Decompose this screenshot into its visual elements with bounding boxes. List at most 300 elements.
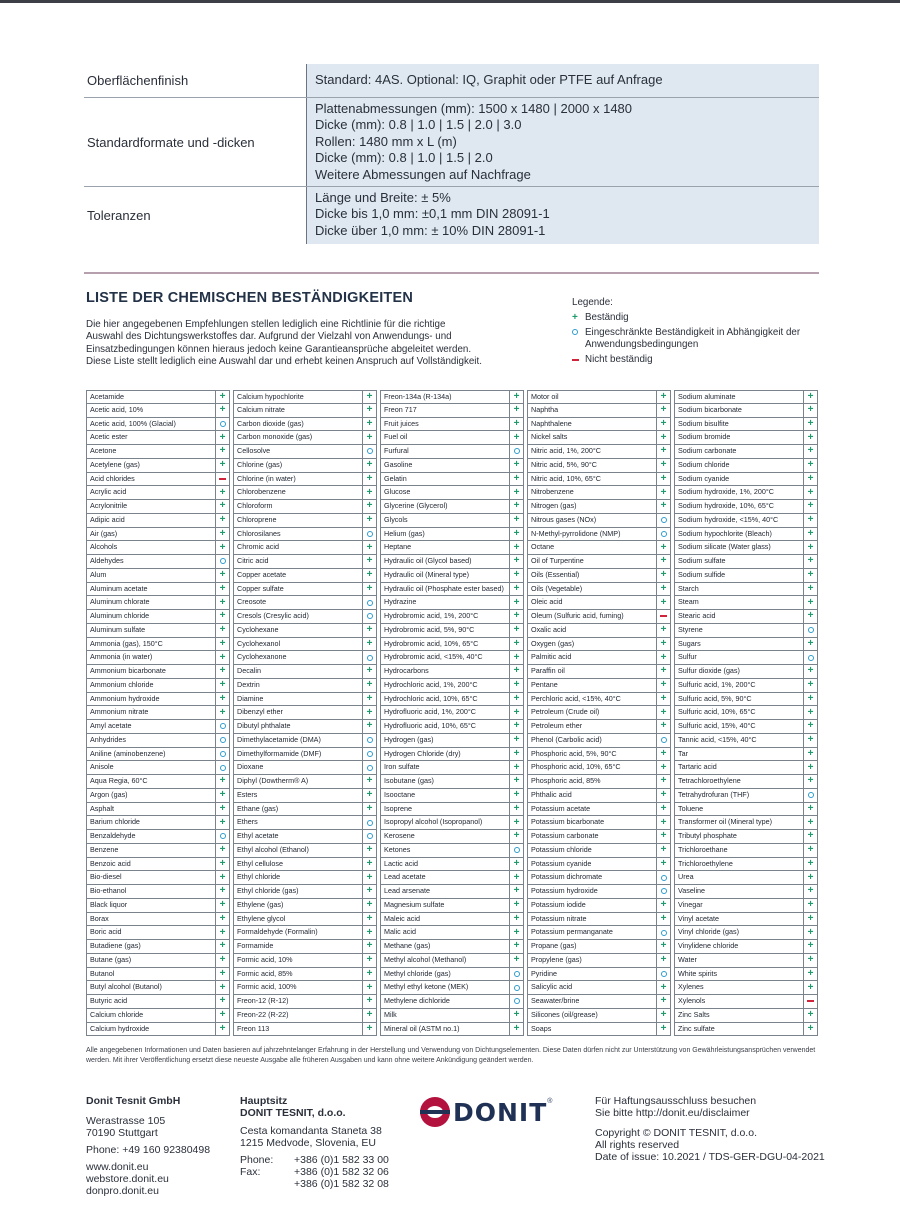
plus-icon: + — [366, 459, 373, 471]
chemical-row — [86, 968, 230, 982]
resistance-rating — [362, 665, 377, 678]
spec-row-surface-finish — [84, 64, 819, 98]
plus-icon: + — [807, 445, 814, 457]
resistance-rating — [362, 693, 377, 706]
chemical-row — [380, 500, 524, 514]
legal-line: Date of issue: 10.2021 / TDS-GER-DGU-04-2021 — [595, 1151, 825, 1163]
chemical-name: Ammonium hydroxide — [86, 693, 215, 706]
chemical-name: Nickel salts — [527, 431, 656, 444]
chemical-name: Ammonium nitrate — [86, 706, 215, 719]
chemical-name: Butadiene (gas) — [86, 940, 215, 953]
resistance-rating — [803, 651, 818, 664]
chemical-row — [527, 1023, 671, 1037]
chemical-row — [674, 638, 818, 652]
plus-icon: + — [366, 912, 373, 924]
resistance-rating — [362, 514, 377, 527]
chemical-row — [527, 596, 671, 610]
resistance-rating — [215, 431, 230, 444]
plus-icon: + — [660, 802, 667, 814]
chemical-row — [233, 473, 377, 487]
chemical-name: Dibenzyl ether — [233, 706, 362, 719]
resistance-rating — [656, 473, 671, 486]
resistance-rating — [803, 391, 818, 403]
plus-icon: + — [219, 816, 226, 828]
chemical-name: Potassium cyanide — [527, 858, 656, 871]
chemical-row — [86, 555, 230, 569]
chemical-row — [380, 789, 524, 803]
chemical-name: Isobutane (gas) — [380, 775, 509, 788]
chemical-name: Phosphoric acid, 10%, 65°C — [527, 761, 656, 774]
intro-line: Auswahl des Dichtungswerkstoffes dar. Aufgrund der Vielzahl von Anwendungs- und — [86, 331, 452, 343]
circle-icon — [661, 737, 667, 743]
chemical-row — [380, 940, 524, 954]
plus-icon: + — [807, 844, 814, 856]
chemical-name: Nitric acid, 1%, 200°C — [527, 445, 656, 458]
plus-icon: + — [660, 1022, 667, 1034]
chemical-name: Potassium acetate — [527, 803, 656, 816]
webstore-link[interactable]: webstore.donit.eu — [86, 1173, 169, 1185]
plus-icon: + — [366, 569, 373, 581]
chemical-row — [233, 569, 377, 583]
resistance-rating — [362, 541, 377, 554]
chemical-name: Petroleum ether — [527, 720, 656, 733]
chemical-name: Hydraulic oil (Phosphate ester based) — [380, 583, 509, 596]
disclaimer: Alle angegebenen Informationen und Daten basieren auf jahrzehntelanger Erfahrung in der Herstellung und Verwendung von Dichtungselementen. Diese Daten dürfen nicht zur Unterstützung von Gewährleistungsansprüchen verwendet werden. Mit ihrer Veröffentlichung ersetzt diese neueste Ausgabe alle früheren Ausgaben und kann ohne weitere Ankündigung geändert werden. — [86, 1047, 816, 1064]
chemical-name: Aldehydes — [86, 555, 215, 568]
chemical-name: Hydrobromic acid, <15%, 40°C — [380, 651, 509, 664]
resistance-rating — [509, 1023, 524, 1036]
resistance-rating — [509, 665, 524, 678]
circle-icon — [367, 531, 373, 537]
chemical-row — [233, 830, 377, 844]
resistance-rating — [803, 404, 818, 417]
section-divider — [84, 272, 819, 274]
plus-icon: + — [660, 651, 667, 663]
chemical-name: Glucose — [380, 486, 509, 499]
circle-icon — [367, 765, 373, 771]
website-link[interactable]: www.donit.eu — [86, 1161, 149, 1173]
chemical-name: Sodium bicarbonate — [674, 404, 803, 417]
resistance-rating — [803, 500, 818, 513]
chemical-row — [233, 486, 377, 500]
chemical-row — [527, 569, 671, 583]
legal-line[interactable]: Sie bitte http://donit.eu/disclaimer — [595, 1107, 750, 1119]
chemical-name: Benzene — [86, 844, 215, 857]
resistance-rating — [362, 720, 377, 733]
circle-icon — [220, 751, 226, 757]
plus-icon: + — [513, 885, 520, 897]
chemical-name: Carbon monoxide (gas) — [233, 431, 362, 444]
chemical-row — [674, 473, 818, 487]
resistance-rating — [362, 486, 377, 499]
circle-icon — [514, 985, 520, 991]
plus-icon: + — [807, 857, 814, 869]
plus-icon: + — [366, 981, 373, 993]
chemical-row — [86, 761, 230, 775]
plus-icon: + — [807, 1009, 814, 1021]
minus-icon — [572, 359, 579, 361]
chemical-row — [527, 679, 671, 693]
plus-icon: + — [660, 459, 667, 471]
plus-icon: + — [572, 312, 578, 324]
chemical-row — [233, 500, 377, 514]
resistance-rating — [656, 830, 671, 843]
plus-icon: + — [219, 706, 226, 718]
chemical-row — [674, 871, 818, 885]
chemical-row — [674, 940, 818, 954]
legend-text: Eingeschränkte Beständigkeit in Abhängigkeit der Anwendungsbedingungen — [585, 326, 801, 351]
plus-icon: + — [660, 844, 667, 856]
resistance-rating — [215, 665, 230, 678]
chemical-name: Isooctane — [380, 789, 509, 802]
plus-icon: + — [660, 486, 667, 498]
plus-icon: + — [513, 940, 520, 952]
chemical-row — [527, 528, 671, 542]
chemical-name: Potassium dichromate — [527, 871, 656, 884]
chemical-row — [86, 816, 230, 830]
chemical-name: Acrylonitrile — [86, 500, 215, 513]
resistance-rating — [362, 858, 377, 871]
resistance-rating — [803, 418, 818, 431]
circle-icon — [661, 531, 667, 537]
chemical-row — [86, 803, 230, 817]
resistance-rating — [509, 445, 524, 458]
chemical-row — [233, 541, 377, 555]
spec-line: Dicke (mm): 0.8 | 1.0 | 1.5 | 2.0 — [315, 150, 493, 166]
chemical-name: Calcium nitrate — [233, 404, 362, 417]
chemical-row — [86, 528, 230, 542]
plus-icon: + — [219, 981, 226, 993]
chemical-name: Salicylic acid — [527, 981, 656, 994]
plus-icon: + — [219, 954, 226, 966]
chemical-row — [527, 830, 671, 844]
chemical-name: Formic acid, 85% — [233, 968, 362, 981]
chemical-row — [86, 418, 230, 432]
resistance-rating — [656, 404, 671, 417]
chemical-row — [674, 995, 818, 1009]
plus-icon: + — [660, 679, 667, 691]
plus-icon: + — [366, 541, 373, 553]
hq-city: 1215 Medvode, Slovenia, EU — [240, 1137, 377, 1149]
spec-line: Dicke über 1,0 mm: ± 10% DIN 28091-1 — [315, 222, 546, 238]
chemical-row — [527, 734, 671, 748]
chemical-name: Benzoic acid — [86, 858, 215, 871]
chemical-name: Nitrogen (gas) — [527, 500, 656, 513]
plus-icon: + — [366, 899, 373, 911]
chemical-name: Formamide — [233, 940, 362, 953]
spec-line: Länge und Breite: ± 5% — [315, 190, 451, 205]
resistance-rating — [656, 486, 671, 499]
resistance-rating — [509, 500, 524, 513]
minus-icon — [660, 615, 667, 617]
plus-icon: + — [807, 802, 814, 814]
resistance-rating — [215, 651, 230, 664]
resistance-rating — [803, 445, 818, 458]
donpro-link[interactable]: donpro.donit.eu — [86, 1185, 159, 1197]
resistance-rating — [215, 404, 230, 417]
resistance-rating — [362, 981, 377, 994]
spec-table — [84, 64, 819, 244]
chemical-row — [380, 638, 524, 652]
chemical-name: Barium chloride — [86, 816, 215, 829]
chemical-row — [527, 954, 671, 968]
chemical-row — [527, 459, 671, 473]
plus-icon: + — [513, 692, 520, 704]
chemical-name: Freon-134a (R-134a) — [380, 391, 509, 403]
plus-icon: + — [807, 816, 814, 828]
chemical-name: Acid chlorides — [86, 473, 215, 486]
chemical-name: Aniline (aminobenzene) — [86, 748, 215, 761]
hq-fax-row — [240, 1166, 389, 1178]
plus-icon: + — [219, 610, 226, 622]
chemical-name: Sodium hydroxide, 1%, 200°C — [674, 486, 803, 499]
chemical-name: Aqua Regia, 60°C — [86, 775, 215, 788]
resistance-rating — [362, 610, 377, 623]
plus-icon: + — [366, 844, 373, 856]
plus-icon: + — [219, 844, 226, 856]
chemical-row — [86, 981, 230, 995]
chemical-row — [674, 720, 818, 734]
circle-icon — [661, 875, 667, 881]
resistance-rating — [803, 926, 818, 939]
resistance-rating — [362, 391, 377, 403]
resistance-rating — [215, 913, 230, 926]
plus-icon: + — [366, 720, 373, 732]
fax-value: +386 (0)1 582 32 08 — [294, 1178, 389, 1190]
spec-line: Dicke (mm): 0.8 | 1.0 | 1.5 | 2.0 | 3.0 — [315, 117, 522, 133]
chemical-name: Lactic acid — [380, 858, 509, 871]
chemical-row — [674, 445, 818, 459]
chemical-name: Formic acid, 100% — [233, 981, 362, 994]
circle-icon — [220, 558, 226, 564]
resistance-rating — [362, 871, 377, 884]
chemical-name: Methylene dichloride — [380, 995, 509, 1008]
resistance-rating — [509, 761, 524, 774]
spec-value — [306, 187, 819, 244]
spec-value — [306, 64, 819, 97]
chemical-name: Ethyl alcohol (Ethanol) — [233, 844, 362, 857]
plus-icon: + — [660, 1009, 667, 1021]
chemical-name: Sulfur — [674, 651, 803, 664]
circle-icon — [367, 613, 373, 619]
resistance-rating — [656, 431, 671, 444]
chemical-name: Ethyl chloride (gas) — [233, 885, 362, 898]
plus-icon: + — [366, 624, 373, 636]
plus-icon: + — [219, 940, 226, 952]
donit-logo-mark-icon — [420, 1097, 450, 1127]
chemical-name: Sodium hypochlorite (Bleach) — [674, 528, 803, 541]
resistance-rating — [803, 583, 818, 596]
chemical-row — [86, 390, 230, 404]
company-phone: Phone: +49 160 92380498 — [86, 1144, 211, 1156]
circle-icon — [514, 448, 520, 454]
resistance-rating — [215, 500, 230, 513]
chemical-row — [674, 789, 818, 803]
chemical-name: Fruit juices — [380, 418, 509, 431]
resistance-rating — [215, 1023, 230, 1036]
chemical-row — [86, 445, 230, 459]
chemical-name: Tartaric acid — [674, 761, 803, 774]
chemical-row — [527, 651, 671, 665]
circle-icon — [220, 723, 226, 729]
resistance-rating — [509, 789, 524, 802]
plus-icon: + — [660, 720, 667, 732]
plus-icon: + — [807, 871, 814, 883]
plus-icon: + — [807, 569, 814, 581]
resistance-rating — [803, 486, 818, 499]
chemical-row — [233, 844, 377, 858]
resistance-rating — [362, 555, 377, 568]
plus-icon: + — [366, 789, 373, 801]
chemical-name: Petroleum (Crude oil) — [527, 706, 656, 719]
plus-icon: + — [366, 871, 373, 883]
plus-icon: + — [219, 569, 226, 581]
chemical-name: Freon-12 (R-12) — [233, 995, 362, 1008]
chemical-row — [86, 651, 230, 665]
chemical-row — [86, 926, 230, 940]
intro-line: Diese Liste stellt lediglich eine Auswahl dar und erhebt keinen Anspruch auf Vollständigkeit. — [86, 356, 482, 368]
resistance-rating — [362, 968, 377, 981]
resistance-rating — [509, 596, 524, 609]
chemical-column — [233, 390, 377, 1036]
chemical-name: Ammonia (in water) — [86, 651, 215, 664]
circle-icon — [367, 833, 373, 839]
resistance-rating — [803, 473, 818, 486]
chemical-name: Naphthalene — [527, 418, 656, 431]
resistance-rating — [215, 624, 230, 637]
hq-street: Cesta komandanta Staneta 38 — [240, 1125, 382, 1137]
resistance-rating — [803, 748, 818, 761]
plus-icon: + — [513, 912, 520, 924]
chemical-column — [380, 390, 524, 1036]
resistance-rating — [656, 651, 671, 664]
resistance-rating — [803, 968, 818, 981]
fax-value: +386 (0)1 582 32 06 — [294, 1166, 389, 1178]
plus-icon: + — [513, 926, 520, 938]
chemical-name: Sulfur dioxide (gas) — [674, 665, 803, 678]
chemical-row — [674, 913, 818, 927]
chemical-row — [86, 871, 230, 885]
plus-icon: + — [366, 995, 373, 1007]
legal-line: Copyright © DONIT TESNIT, d.o.o. — [595, 1127, 757, 1139]
plus-icon: + — [366, 857, 373, 869]
chemical-row — [380, 514, 524, 528]
plus-icon: + — [219, 857, 226, 869]
chemical-row — [86, 569, 230, 583]
chemical-name: Sulfuric acid, 1%, 200°C — [674, 679, 803, 692]
resistance-rating — [509, 995, 524, 1008]
resistance-rating — [362, 638, 377, 651]
plus-icon: + — [807, 541, 814, 553]
chemical-row — [233, 816, 377, 830]
chemical-name: Seawater/brine — [527, 995, 656, 1008]
resistance-rating — [215, 789, 230, 802]
chemical-name: Butyl alcohol (Butanol) — [86, 981, 215, 994]
resistance-rating — [215, 885, 230, 898]
chemical-row — [674, 418, 818, 432]
chemical-column — [674, 390, 818, 1036]
chemical-name: Dimethylformamide (DMF) — [233, 748, 362, 761]
chemical-row — [380, 803, 524, 817]
chemical-row — [233, 899, 377, 913]
plus-icon: + — [513, 582, 520, 594]
chemical-name: Methane (gas) — [380, 940, 509, 953]
chemical-name: Acetone — [86, 445, 215, 458]
chemical-name: Oils (Essential) — [527, 569, 656, 582]
resistance-rating — [509, 555, 524, 568]
plus-icon: + — [219, 390, 226, 402]
chemical-row — [380, 995, 524, 1009]
chemical-name: Oxygen (gas) — [527, 638, 656, 651]
spec-label: Toleranzen — [87, 208, 151, 223]
chemical-row — [527, 693, 671, 707]
plus-icon: + — [513, 541, 520, 553]
chemical-name: Dioxane — [233, 761, 362, 774]
chemical-row — [380, 651, 524, 665]
chemical-name: Palmitic acid — [527, 651, 656, 664]
resistance-rating — [215, 610, 230, 623]
legal-line: All rights reserved — [595, 1139, 680, 1151]
plus-icon: + — [807, 734, 814, 746]
resistance-rating — [509, 748, 524, 761]
spec-line: Standard: 4AS. Optional: IQ, Graphit oder PTFE auf Anfrage — [315, 72, 663, 88]
chemical-name: Methyl chloride (gas) — [380, 968, 509, 981]
chemical-name: Sulfuric acid, 10%, 65°C — [674, 706, 803, 719]
resistance-rating — [509, 871, 524, 884]
resistance-rating — [803, 803, 818, 816]
plus-icon: + — [807, 692, 814, 704]
resistance-rating — [362, 803, 377, 816]
chemical-row — [380, 706, 524, 720]
resistance-rating — [509, 651, 524, 664]
chemical-name: Vaseline — [674, 885, 803, 898]
resistance-rating — [803, 844, 818, 857]
plus-icon: + — [807, 706, 814, 718]
chemical-name: Acrylic acid — [86, 486, 215, 499]
chemical-name: Fuel oil — [380, 431, 509, 444]
plus-icon: + — [807, 967, 814, 979]
plus-icon: + — [366, 500, 373, 512]
plus-icon: + — [366, 472, 373, 484]
chemical-row — [233, 734, 377, 748]
chemical-name: Ethylene (gas) — [233, 899, 362, 912]
plus-icon: + — [219, 596, 226, 608]
plus-icon: + — [807, 747, 814, 759]
chemical-row — [527, 431, 671, 445]
intro-line: Die hier angegebenen Empfehlungen stellen lediglich eine Richtlinie für die richtige — [86, 319, 446, 330]
chemical-row — [527, 926, 671, 940]
plus-icon: + — [660, 954, 667, 966]
resistance-rating — [215, 583, 230, 596]
plus-icon: + — [513, 610, 520, 622]
resistance-rating — [362, 954, 377, 967]
resistance-rating — [803, 720, 818, 733]
chemical-name: Perchloric acid, <15%, 40°C — [527, 693, 656, 706]
chemical-name: Isopropyl alcohol (Isopropanol) — [380, 816, 509, 829]
chemical-row — [674, 610, 818, 624]
resistance-rating — [215, 459, 230, 472]
chemical-row — [380, 913, 524, 927]
plus-icon: + — [660, 775, 667, 787]
chemical-name: Chloroprene — [233, 514, 362, 527]
plus-icon: + — [513, 871, 520, 883]
chemical-row — [86, 459, 230, 473]
resistance-rating — [215, 940, 230, 953]
chemical-name: Isoprene — [380, 803, 509, 816]
footer-company-stuttgart — [86, 1095, 210, 1197]
chemical-row — [527, 885, 671, 899]
resistance-rating — [509, 541, 524, 554]
